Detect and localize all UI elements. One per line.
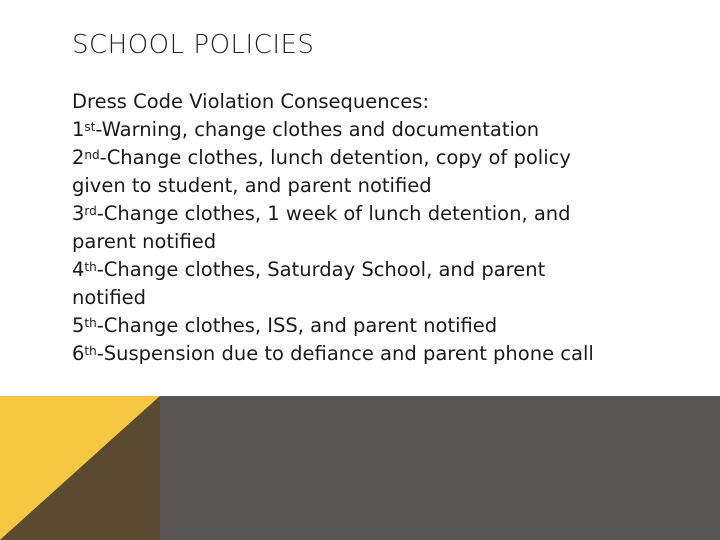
- consequence-item-2: [72, 144, 692, 200]
- consequence-item-4: [72, 256, 692, 312]
- slide-title: SCHOOL POLICIES: [72, 30, 315, 60]
- item-text: -Suspension due to defiance and parent phone call: [96, 342, 594, 365]
- item-number: 3: [72, 202, 85, 225]
- content-heading: Dress Code Violation Consequences:: [72, 90, 430, 113]
- item-text: -Change clothes, Saturday School, and parent: [96, 258, 546, 281]
- item-ordinal: nd: [84, 148, 100, 162]
- consequence-item-1: [72, 116, 692, 144]
- item-text: -Change clothes, lunch detention, copy of policy: [99, 146, 571, 169]
- consequence-item-3: [72, 200, 692, 256]
- item-text-continued: given to student, and parent notified: [72, 174, 432, 197]
- item-ordinal: th: [84, 344, 97, 358]
- item-ordinal: st: [84, 120, 96, 134]
- item-number: 2: [72, 146, 85, 169]
- item-number: 5: [72, 314, 85, 337]
- item-ordinal: th: [84, 316, 97, 330]
- item-text: -Change clothes, ISS, and parent notified: [96, 314, 498, 337]
- item-number: 1: [72, 118, 85, 141]
- item-text: -Warning, change clothes and documentation: [95, 118, 540, 141]
- consequence-item-6: [72, 340, 692, 368]
- item-number: 4: [72, 258, 85, 281]
- item-ordinal: rd: [84, 204, 97, 218]
- slide-content: [72, 88, 692, 368]
- footer-gray-panel: [160, 396, 720, 540]
- item-number: 6: [72, 342, 85, 365]
- item-ordinal: th: [84, 260, 97, 274]
- consequence-item-5: [72, 312, 692, 340]
- item-text-continued: parent notified: [72, 230, 217, 253]
- item-text: -Change clothes, 1 week of lunch detention, and: [96, 202, 571, 225]
- decorative-footer-shapes: [0, 396, 720, 540]
- item-text-continued: notified: [72, 286, 147, 309]
